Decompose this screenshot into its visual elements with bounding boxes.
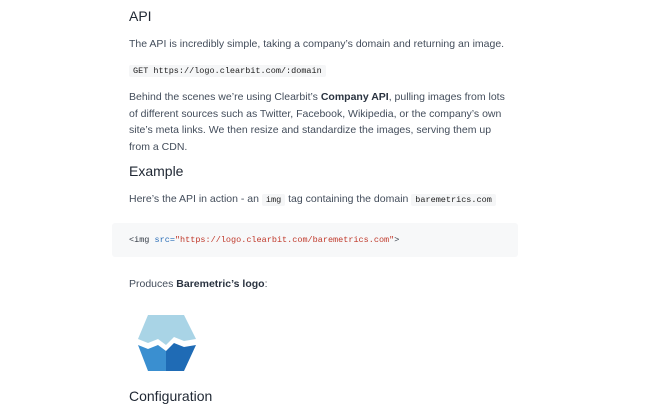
produces-after: :	[264, 278, 268, 290]
configuration-heading: Configuration	[129, 388, 213, 404]
api-desc-before: Behind the scenes we’re using Clearbit’s	[129, 91, 321, 103]
example-text-middle: tag containing the domain	[285, 193, 412, 205]
example-text	[129, 191, 509, 209]
produces-before: Produces	[129, 278, 177, 290]
code-attr: src=	[154, 235, 175, 245]
logo-top-shape	[138, 315, 196, 345]
code-block	[112, 223, 518, 257]
api-description	[129, 89, 509, 155]
api-intro-text: The API is incredibly simple, taking a company’s domain and returning an image.	[129, 38, 505, 50]
logo-bottom-left	[138, 345, 166, 371]
domain-code: baremetrics.com	[411, 194, 496, 206]
logo-bottom-right	[166, 343, 196, 371]
api-heading: API	[129, 8, 152, 24]
api-endpoint	[129, 62, 509, 80]
code-value: "https://logo.clearbit.com/baremetrics.com"	[174, 235, 395, 245]
img-tag-code: img	[262, 194, 285, 206]
baremetrics-logo-label: Baremetric’s logo	[176, 278, 265, 290]
example-heading: Example	[129, 163, 184, 179]
example-text-before: Here’s the API in action - an	[129, 193, 262, 205]
endpoint-code: GET https://logo.clearbit.com/:domain	[129, 65, 326, 77]
company-api-label: Company API	[320, 91, 389, 103]
code-tag-close: >	[394, 235, 400, 245]
api-desc-after: , pulling images from lots of different sources such as Twitter, Facebook, Wikipedia, or the company’s own site’s meta links. We then resize and standardize the images, serving them up from a CDN.	[129, 91, 505, 153]
baremetrics-logo-icon	[134, 311, 198, 375]
code-tag-open: <img	[129, 235, 155, 245]
produces-text	[129, 276, 509, 293]
api-intro	[129, 36, 509, 53]
